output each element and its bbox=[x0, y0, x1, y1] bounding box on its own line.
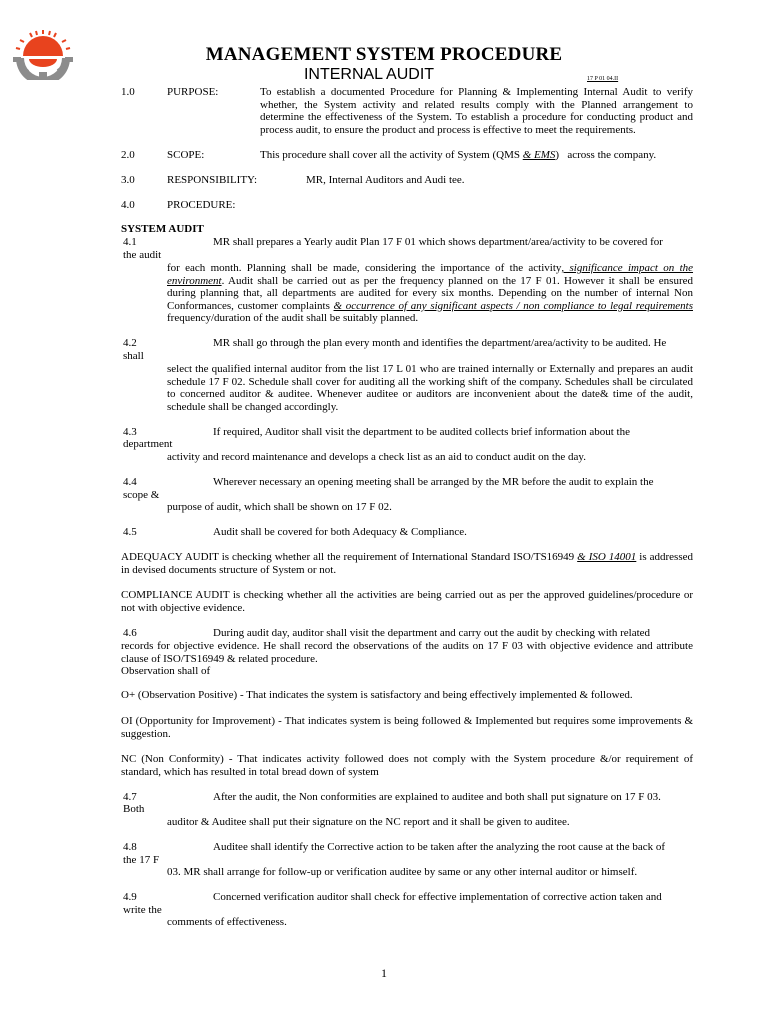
section-4-label: PROCEDURE: bbox=[167, 199, 236, 211]
item-4-2-number: 4.2 bbox=[123, 337, 137, 349]
item-4-6-observation: Observation shall of bbox=[121, 665, 211, 677]
section-3-label: RESPONSIBILITY: bbox=[167, 174, 258, 186]
item-4-8-first-line: Auditee shall identify the Corrective action to be taken after the analyzing the root cause at the back of bbox=[213, 841, 666, 853]
compliance-audit-paragraph: COMPLIANCE AUDIT is checking whether all the activities are being carried out as per the approved guidelines/procedure or not with objective evidence. bbox=[121, 589, 693, 614]
document-title: MANAGEMENT SYSTEM PROCEDURE bbox=[205, 44, 563, 65]
item-4-8-body: 03. MR shall arrange for follow-up or verification auditee by same or any other internal auditor or himself. bbox=[167, 866, 638, 878]
item-4-3-wrap: department bbox=[123, 438, 173, 450]
item-4-7-body: auditor & Auditee shall put their signature on the NC report and it shall be given to auditee. bbox=[167, 816, 570, 828]
item-4-7-number: 4.7 bbox=[123, 791, 137, 803]
section-4-number: 4.0 bbox=[121, 199, 135, 211]
item-4-8-wrap: the 17 F bbox=[123, 854, 160, 866]
item-4-3-body: activity and record maintenance and develops a check list as an aid to conduct audit on the day. bbox=[167, 451, 586, 463]
item-4-2-body: select the qualified internal auditor from the list 17 L 01 who are trained internally or Externally and prepares an audit schedule 17 F 02. Schedule shall cover for auditing all the working shift of the company. Schedules shall be circulated to concerned auditor & auditee. Whenever auditee or auditors are inconvenient about the date& time of the audit, schedule shall be changed accordingly. bbox=[167, 363, 693, 413]
item-4-9-wrap: write the bbox=[123, 904, 162, 916]
system-audit-heading: SYSTEM AUDIT bbox=[121, 223, 204, 235]
opportunity-for-improvement: OI (Opportunity for Improvement) - That indicates system is being followed & Implemented but requires some improvements & suggestion. bbox=[121, 715, 693, 740]
section-3-number: 3.0 bbox=[121, 174, 135, 186]
item-4-9-first-line: Concerned verification auditor shall check for effective implementation of corrective action taken and bbox=[213, 891, 662, 903]
item-4-4-wrap: scope & bbox=[123, 489, 160, 501]
item-4-4-number: 4.4 bbox=[123, 476, 137, 488]
item-4-3-number: 4.3 bbox=[123, 426, 137, 438]
item-4-9-body: comments of effectiveness. bbox=[167, 916, 287, 928]
item-4-7-wrap: Both bbox=[123, 803, 145, 815]
item-4-1-number: 4.1 bbox=[123, 236, 137, 248]
item-4-5-number: 4.5 bbox=[123, 526, 137, 538]
item-4-2-first-line: MR shall go through the plan every month and identifies the department/area/activity to be audited. He bbox=[213, 337, 667, 349]
section-2-text: This procedure shall cover all the activity of System (QMS & EMS) across the company. bbox=[260, 149, 657, 161]
item-4-1-body: for each month. Planning shall be made, considering the importance of the activity, significance impact on the environment. Audit shall be carried out as per the frequency planned on the 17 F 01. However it shall be ensured during planning that, all departments are audited for every six months. Depending on the number of internal Non Conformances, customer complaints & occurrence of any significant aspects / non compliance to legal requirements frequency/duration of the audit shall be suitably planned. bbox=[167, 262, 694, 325]
item-4-4-first-line: Wherever necessary an opening meeting shall be arranged by the MR before the audit to explain the bbox=[213, 476, 654, 488]
non-conformity: NC (Non Conformity) - That indicates activity followed does not comply with the System procedure &/or requirement of standard, which has resulted in total bread down of system bbox=[121, 753, 693, 778]
item-4-4-body: purpose of audit, which shall be shown on 17 F 02. bbox=[167, 501, 392, 513]
section-3-text: MR, Internal Auditors and Audi tee. bbox=[306, 174, 465, 186]
adequacy-audit-paragraph: ADEQUACY AUDIT is checking whether all the requirement of International Standard ISO/TS16949 & ISO 14001 is addressed in devised documents structure of System or not. bbox=[121, 551, 693, 576]
item-4-1-first-line: MR shall prepares a Yearly audit Plan 17 F 01 which shows department/area/activity to be covered for bbox=[213, 236, 663, 248]
observation-positive: O+ (Observation Positive) - That indicates the system is satisfactory and being effectively implemented & followed. bbox=[121, 689, 633, 701]
section-2-label: SCOPE: bbox=[167, 149, 205, 161]
section-2-number: 2.0 bbox=[121, 149, 135, 161]
document-number: 17 P 01 04.II bbox=[587, 76, 619, 82]
item-4-5-text: Audit shall be covered for both Adequacy & Compliance. bbox=[213, 526, 467, 538]
item-4-3-first-line: If required, Auditor shall visit the department to be audited collects brief information about the bbox=[213, 426, 630, 438]
document-subtitle: INTERNAL AUDIT bbox=[303, 66, 435, 83]
section-1-text: To establish a documented Procedure for Planning & Implementing Internal Audit to verify whether, the System activity and related results comply with the Planned arrangement to determine the effectiveness of the System. To establish a procedure for conducting product and process audit, to ensure the product and process is effective to meet the requirements. bbox=[260, 86, 693, 136]
item-4-2-wrap: shall bbox=[123, 350, 144, 362]
item-4-1-wrap: the audit bbox=[123, 249, 162, 261]
item-4-6-number: 4.6 bbox=[123, 627, 137, 639]
page-number: 1 bbox=[381, 966, 387, 980]
section-1-label: PURPOSE: bbox=[167, 86, 219, 98]
section-1-number: 1.0 bbox=[121, 86, 135, 98]
item-4-7-first-line: After the audit, the Non conformities are explained to auditee and both shall put signature on 17 F 03. bbox=[213, 791, 661, 803]
item-4-6-first-line: During audit day, auditor shall visit the department and carry out the audit by checking with related bbox=[213, 627, 651, 639]
item-4-9-number: 4.9 bbox=[123, 891, 137, 903]
item-4-8-number: 4.8 bbox=[123, 841, 137, 853]
item-4-6-body: records for objective evidence. He shall record the observations of the audits on 17 F 03 with objective evidence and attribute clause of ISO/TS16949 & related procedure. bbox=[121, 640, 693, 665]
